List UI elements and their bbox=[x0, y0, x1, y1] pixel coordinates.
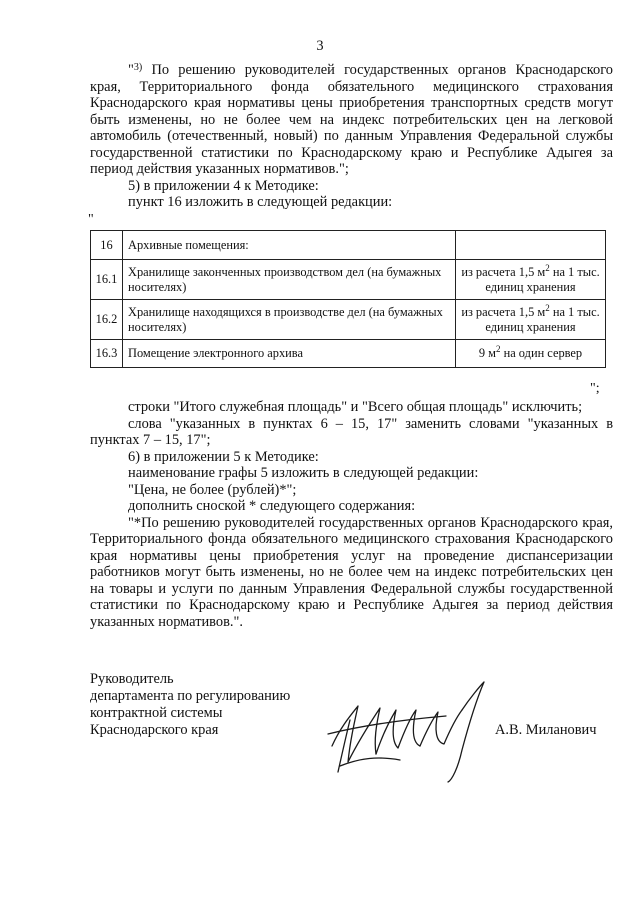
signatory-title bbox=[90, 671, 290, 739]
row-number: 16.1 bbox=[91, 260, 123, 300]
footnote-3-block bbox=[90, 60, 613, 211]
signatory-name: А.В. Миланович bbox=[495, 722, 597, 738]
table-close-quote: "; bbox=[590, 381, 600, 396]
exclude-lines-paragraph: строки "Итого служебная площадь" и "Всего общая площадь" исключить; bbox=[128, 399, 583, 415]
item-6-subline-3: дополнить сноской * следующего содержания: bbox=[128, 498, 416, 514]
footnote-3-mark: 3) bbox=[133, 62, 143, 73]
norms-table bbox=[90, 230, 606, 368]
handwritten-signature-icon bbox=[320, 676, 490, 786]
amendments-block bbox=[90, 399, 613, 630]
norm-unit-power: 2 bbox=[545, 262, 550, 273]
table-open-quote: " bbox=[88, 212, 94, 227]
replace-words-paragraph: слова "указанных в пунктах 6 – 15, 17" заменить словами "указанных в пунктах 7 – 15, 17"; bbox=[90, 415, 613, 448]
norm-value: из расчета 1,5 м bbox=[461, 305, 546, 319]
norm-basis: на один сервер bbox=[500, 346, 583, 361]
norm-basis: на 1 тыс. единиц хранения bbox=[485, 265, 600, 294]
item-6-subline-1: наименование графы 5 изложить в следующей редакции: bbox=[128, 465, 479, 481]
signatory-line: Краснодарского края bbox=[90, 722, 219, 738]
signatory-line: департамента по регулированию bbox=[90, 688, 291, 704]
row-number: 16 bbox=[91, 231, 123, 260]
footnote-3-paragraph bbox=[90, 60, 613, 178]
norm-basis: на 1 тыс. единиц хранения bbox=[485, 305, 600, 334]
row-name: Архивные помещения: bbox=[123, 231, 456, 260]
row-number: 16.3 bbox=[91, 340, 123, 368]
item-6-subline-2: "Цена, не более (рублей)*"; bbox=[128, 481, 297, 498]
norm-unit-power: 2 bbox=[495, 344, 501, 355]
row-name: Хранилище законченных производством дел (на бумажных носителях) bbox=[123, 260, 456, 300]
footnote-3-text: По решению руководителей государственных органов Краснодарского края, Территориального фонда обязательного медицинского страхования Краснодарского края нормативы цены приобретения транспортных средств могут быть изменены, но не более чем на индекс потребительских цен на легковой автомобиль (отечественный, новый) по данным Управления Федеральной службы государственной статистики по Краснодарскому краю и Республике Адыгея за период действия указанных нормативов."; bbox=[90, 62, 613, 177]
signatory-line: контрактной системы bbox=[90, 705, 223, 721]
item-5-line: 5) в приложении 4 к Методике: bbox=[128, 177, 319, 194]
footnote-star-paragraph: "*По решению руководителей государственных органов Краснодарского края, Территориального фонда обязательного медицинского страхования Краснодарского края нормативы цены приобретения услуг на проведение диспансеризации работников могут быть изменены, но не более чем на индекс потребительских цен на товары и услуги по данным Управления Федеральной службы государственной статистики по Краснодарскому краю и Республике Адыгея за период действия указанных нормативов.". bbox=[90, 514, 613, 630]
norm-value: 9 м bbox=[478, 346, 496, 361]
table-row bbox=[91, 340, 606, 368]
norm-unit-power: 2 bbox=[545, 302, 550, 313]
page-number: 3 bbox=[316, 38, 324, 54]
row-norm bbox=[456, 231, 606, 260]
item-6-line: 6) в приложении 5 к Методике: bbox=[128, 448, 319, 465]
row-name: Хранилище находящихся в производстве дел (на бумажных носителях) bbox=[123, 300, 456, 340]
row-norm bbox=[456, 260, 606, 300]
row-number: 16.2 bbox=[91, 300, 123, 340]
table-row bbox=[91, 300, 606, 340]
item-5-subline: пункт 16 изложить в следующей редакции: bbox=[128, 194, 393, 210]
table-row bbox=[91, 260, 606, 300]
table-row bbox=[91, 231, 606, 260]
signatory-line: Руководитель bbox=[90, 671, 174, 687]
row-norm bbox=[456, 300, 606, 340]
row-norm bbox=[456, 340, 606, 368]
norm-value: из расчета 1,5 м bbox=[461, 265, 546, 279]
footnote-3-open-quote: " bbox=[128, 62, 134, 78]
row-name: Помещение электронного архива bbox=[123, 340, 456, 368]
